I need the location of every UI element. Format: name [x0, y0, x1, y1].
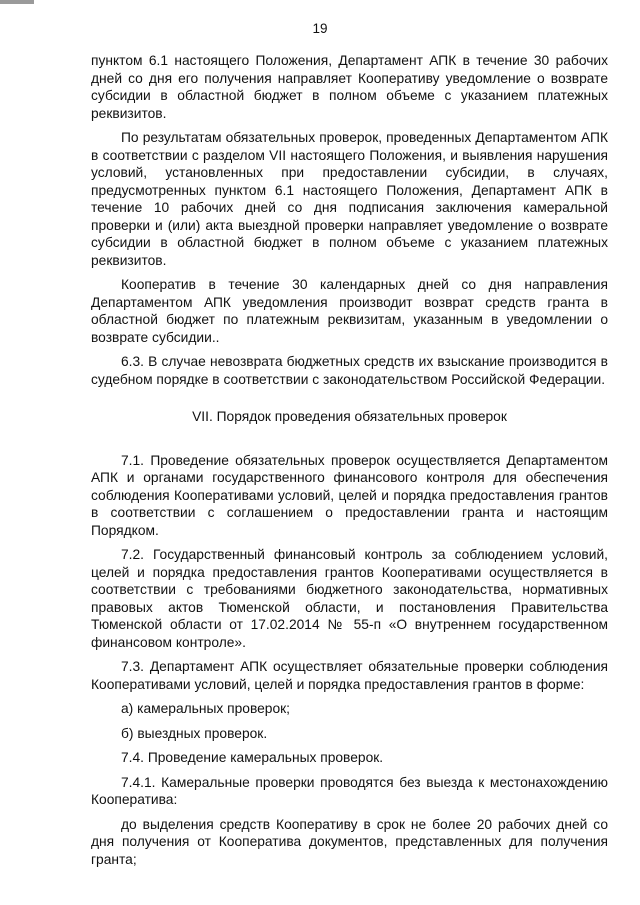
page-number: 19 — [312, 21, 328, 36]
scan-corner-mark — [0, 0, 34, 4]
paragraph-7-2: 7.2. Государственный финансовый контроль за соблюдением условий, целей и порядка предоставления грантов Кооперативами осуществляется в соответствии с требованиями бюджетного законодательства, нормативных правовых актов Тюменской области, и постановления Правительства Тюменской области от 17.02.2014 № 55-п «О внутреннем государственном финансовом контроле». — [91, 547, 608, 650]
paragraph-6-3: 6.3. В случае невозврата бюджетных средств их взыскание производится в судебном порядке в соответствии с законодательством Российской Федерации. — [91, 354, 608, 387]
paragraph-7-4-1: 7.4.1. Камеральные проверки проводятся без выезда к местонахождению Кооператива: — [91, 774, 608, 807]
paragraph-7-4: 7.4. Проведение камеральных проверок. — [121, 750, 384, 765]
paragraph-continuation: пунктом 6.1 настоящего Положения, Департамент АПК в течение 30 рабочих дней со дня его получения направляет Кооперативу уведомление о возврате субсидии в областной бюджет в полном объеме с указанием платежных реквизитов. — [91, 53, 608, 121]
paragraph-7-3: 7.3. Департамент АПК осуществляет обязательные проверки соблюдения Кооперативами условий, целей и порядка предоставления грантов в форме: — [91, 659, 608, 692]
paragraph-7-1: 7.1. Проведение обязательных проверок осуществляется Департаментом АПК и органами государственного финансового контроля для обеспечения соблюдения Кооперативами условий, целей и порядка предоставления грантов в соответствии с соглашением о предоставлении гранта и настоящим Порядком. — [91, 452, 608, 538]
section-heading-vii: VII. Порядок проведения обязательных проверок — [192, 409, 507, 424]
list-item-b: б) выездных проверок. — [121, 725, 268, 741]
document-body — [91, 52, 608, 875]
list-item-a: а) камеральных проверок; — [121, 701, 291, 716]
paragraph-inspection-results: По результатам обязательных проверок, проведенных Департаментом АПК в соответствии с разделом VII настоящего Положения, и выявления нарушения условий, установленных при предоставлении субсидии, в случаях, предусмотренных пунктом 6.1 настоящего Положения, Департамент АПК в течение 10 рабочих дней со дня подписания заключения камеральной проверки и (или) акта выездной проверки направляет уведомление о возврате субсидии в областной бюджет в полном объеме с указанием платежных реквизитов. — [91, 130, 608, 268]
paragraph-grant-allocation: до выделения средств Кооперативу в срок не более 20 рабочих дней со дня получения от Кооператива документов, представленных для получения гранта; — [91, 816, 608, 867]
paragraph-refund-period: Кооператив в течение 30 календарных дней со дня направления Департаментом АПК уведомления производит возврат средств гранта в областной бюджет по платежным реквизитам, указанным в уведомлении о возврате субсидии.. — [91, 277, 608, 345]
